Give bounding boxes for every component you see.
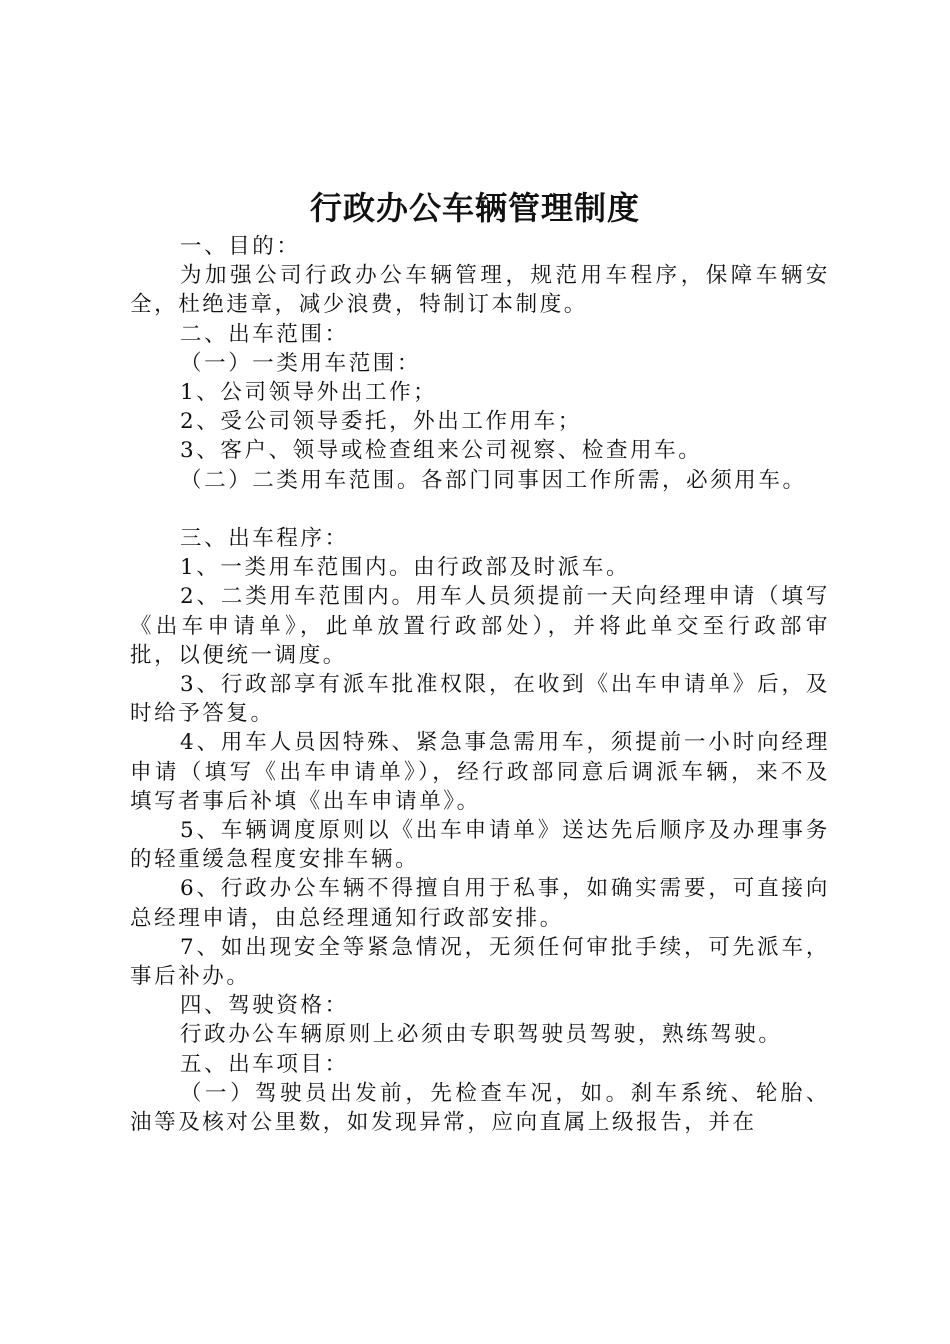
paragraph-purpose: 为加强公司行政办公车辆管理，规范用车程序，保障车辆安全，杜绝违章，减少浪费，特制订本制度。: [130, 263, 830, 318]
list-item: 3、客户、领导或检查组来公司视察、检查用车。: [180, 438, 703, 464]
list-item: 3、行政部享有派车批准权限，在收到《出车申请单》后，及时给予答复。: [130, 672, 830, 727]
paragraph-items: （一）驾驶员出发前，先检查车况，如。刹车系统、轮胎、油等及核对公里数，如发现异常，应向直属上级报告，并在: [130, 1080, 830, 1136]
list-item: 1、公司领导外出工作；: [180, 380, 438, 406]
blank-line: [130, 495, 830, 524]
list-item: 6、行政办公车辆不得擅自用于私事，如确实需要，可直接向总经理申请，由总经理通知行政部安排。: [130, 876, 830, 931]
section-heading-scope: 二、出车范围：: [180, 321, 349, 347]
list-item: 7、如出现安全等紧急情况，无须任何审批手续，可先派车，事后补办。: [130, 934, 830, 990]
section-heading-qualification: 四、驾驶资格：: [180, 993, 349, 1019]
list-item: 5、车辆调度原则以《出车申请单》送达先后顺序及办理事务的轻重缓急程度安排车辆。: [130, 818, 830, 873]
list-item: 1、一类用车范围内。由行政部及时派车。: [180, 555, 631, 581]
list-item: 2、受公司领导委托，外出工作用车；: [180, 409, 582, 435]
subheading-class-one: （一）一类用车范围：: [180, 350, 422, 376]
section-heading-items: 五、出车项目：: [180, 1051, 349, 1077]
document-title: 行政办公车辆管理制度: [309, 189, 640, 227]
subheading-class-two: （二）二类用车范围。各部门同事因工作所需，必须用车。: [180, 467, 807, 493]
paragraph-qualification: 行政办公车辆原则上必须由专职驾驶员驾驶，熟练驾驶。: [180, 1022, 783, 1048]
section-heading-purpose: 一、目的：: [180, 234, 301, 259]
list-item: 4、用车人员因特殊、紧急事急需用车，须提前一小时向经理申请（填写《出车申请单》），经行政部同意后调派车辆，来不及填写者事后补填《出车申请单》。: [130, 730, 830, 814]
list-item: 2、二类用车范围内。用车人员须提前一天向经理申请（填写《出车申请单》，此单放置行政部处），并将此单交至行政部审批，以便统一调度。: [130, 584, 830, 668]
section-heading-procedure: 三、出车程序：: [180, 526, 349, 552]
document-body: [130, 232, 830, 1137]
